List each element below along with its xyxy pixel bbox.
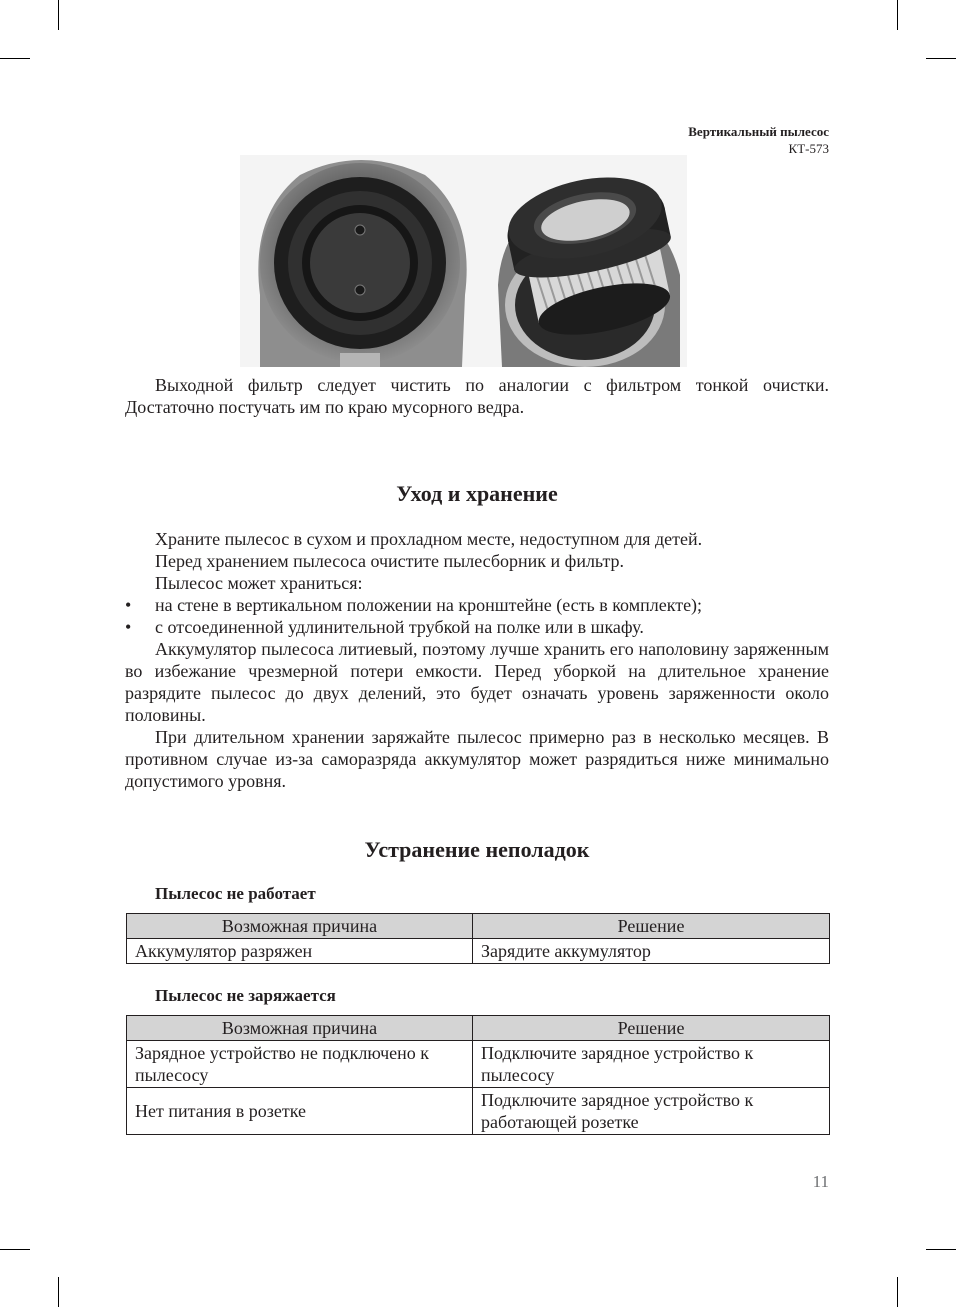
crop-mark bbox=[897, 0, 898, 30]
product-title: Вертикальный пылесос bbox=[688, 124, 829, 139]
subsection-title-not-working: Пылесос не работает bbox=[155, 884, 316, 903]
crop-mark bbox=[926, 58, 956, 59]
intro-paragraph bbox=[125, 374, 829, 418]
solution-cell: Подключите зарядное устройство к работающей розетке bbox=[473, 1088, 830, 1135]
bullet-icon: • bbox=[125, 617, 132, 637]
care-paragraph-5: При длительном хранении заряжайте пылесос примерно раз в несколько месяцев. В противном случае из-за саморазряда аккумулятор может разрядиться ниже минимально допустимого уровня. bbox=[125, 727, 829, 791]
table-row bbox=[127, 1041, 830, 1088]
troubleshooting-table-not-working bbox=[126, 913, 830, 964]
care-paragraph-4: Аккумулятор пылесоса литиевый, поэтому лучше хранить его наполовину заряженным во избежание чрезмерной потери емкости. Перед уборкой на длительное хранение разрядите пылесос до двух делений, это будет означать уровень заряженности около половины. bbox=[125, 639, 829, 725]
crop-mark bbox=[58, 0, 59, 30]
page-number: 11 bbox=[812, 1172, 829, 1191]
cause-cell: Нет питания в розетке bbox=[127, 1088, 473, 1135]
column-header-solution: Решение bbox=[473, 914, 830, 939]
model-number: КТ-573 bbox=[788, 141, 829, 156]
crop-mark bbox=[897, 1277, 898, 1307]
solution-cell: Подключите зарядное устройство к пылесосу bbox=[473, 1041, 830, 1088]
subsection-title-not-charging: Пылесос не заряжается bbox=[155, 986, 336, 1005]
table-header-row bbox=[127, 914, 830, 939]
cause-cell: Зарядное устройство не подключено к пылесосу bbox=[127, 1041, 473, 1088]
running-header bbox=[688, 123, 829, 157]
crop-mark bbox=[926, 1249, 956, 1250]
care-section-body bbox=[125, 528, 829, 792]
table-row bbox=[127, 1088, 830, 1135]
crop-mark bbox=[58, 1277, 59, 1307]
bullet-icon: • bbox=[125, 595, 132, 615]
care-paragraph-3: Пылесос может храниться: bbox=[155, 573, 363, 593]
filter-photo bbox=[240, 155, 687, 367]
column-header-cause: Возможная причина bbox=[127, 1016, 473, 1041]
exhaust-filter-text: Выходной фильтр следует чистить по аналогии с фильтром тонкой очистки. Достаточно постучать им по краю мусорного ведра. bbox=[125, 375, 829, 417]
table-header-row bbox=[127, 1016, 830, 1041]
troubleshooting-table-not-charging bbox=[126, 1015, 830, 1135]
list-item: • с отсоединенной удлинительной трубкой на полке или в шкафу. bbox=[125, 617, 644, 637]
table-row bbox=[127, 939, 830, 964]
section-title-troubleshooting: Устранение неполадок bbox=[364, 837, 590, 862]
care-paragraph-2: Перед хранением пылесоса очистите пылесборник и фильтр. bbox=[155, 551, 625, 571]
storage-options-list bbox=[125, 594, 829, 638]
care-paragraph-1: Храните пылесос в сухом и прохладном месте, недоступном для детей. bbox=[155, 529, 703, 549]
section-title-care: Уход и хранение bbox=[396, 481, 558, 506]
crop-mark bbox=[0, 1249, 30, 1250]
solution-cell: Зарядите аккумулятор bbox=[473, 939, 830, 964]
list-item: • на стене в вертикальном положении на кронштейне (есть в комплекте); bbox=[125, 595, 703, 615]
column-header-cause: Возможная причина bbox=[127, 914, 473, 939]
cause-cell: Аккумулятор разряжен bbox=[127, 939, 473, 964]
housing-filter-cover-image bbox=[240, 155, 687, 367]
column-header-solution: Решение bbox=[473, 1016, 830, 1041]
crop-mark bbox=[0, 58, 30, 59]
